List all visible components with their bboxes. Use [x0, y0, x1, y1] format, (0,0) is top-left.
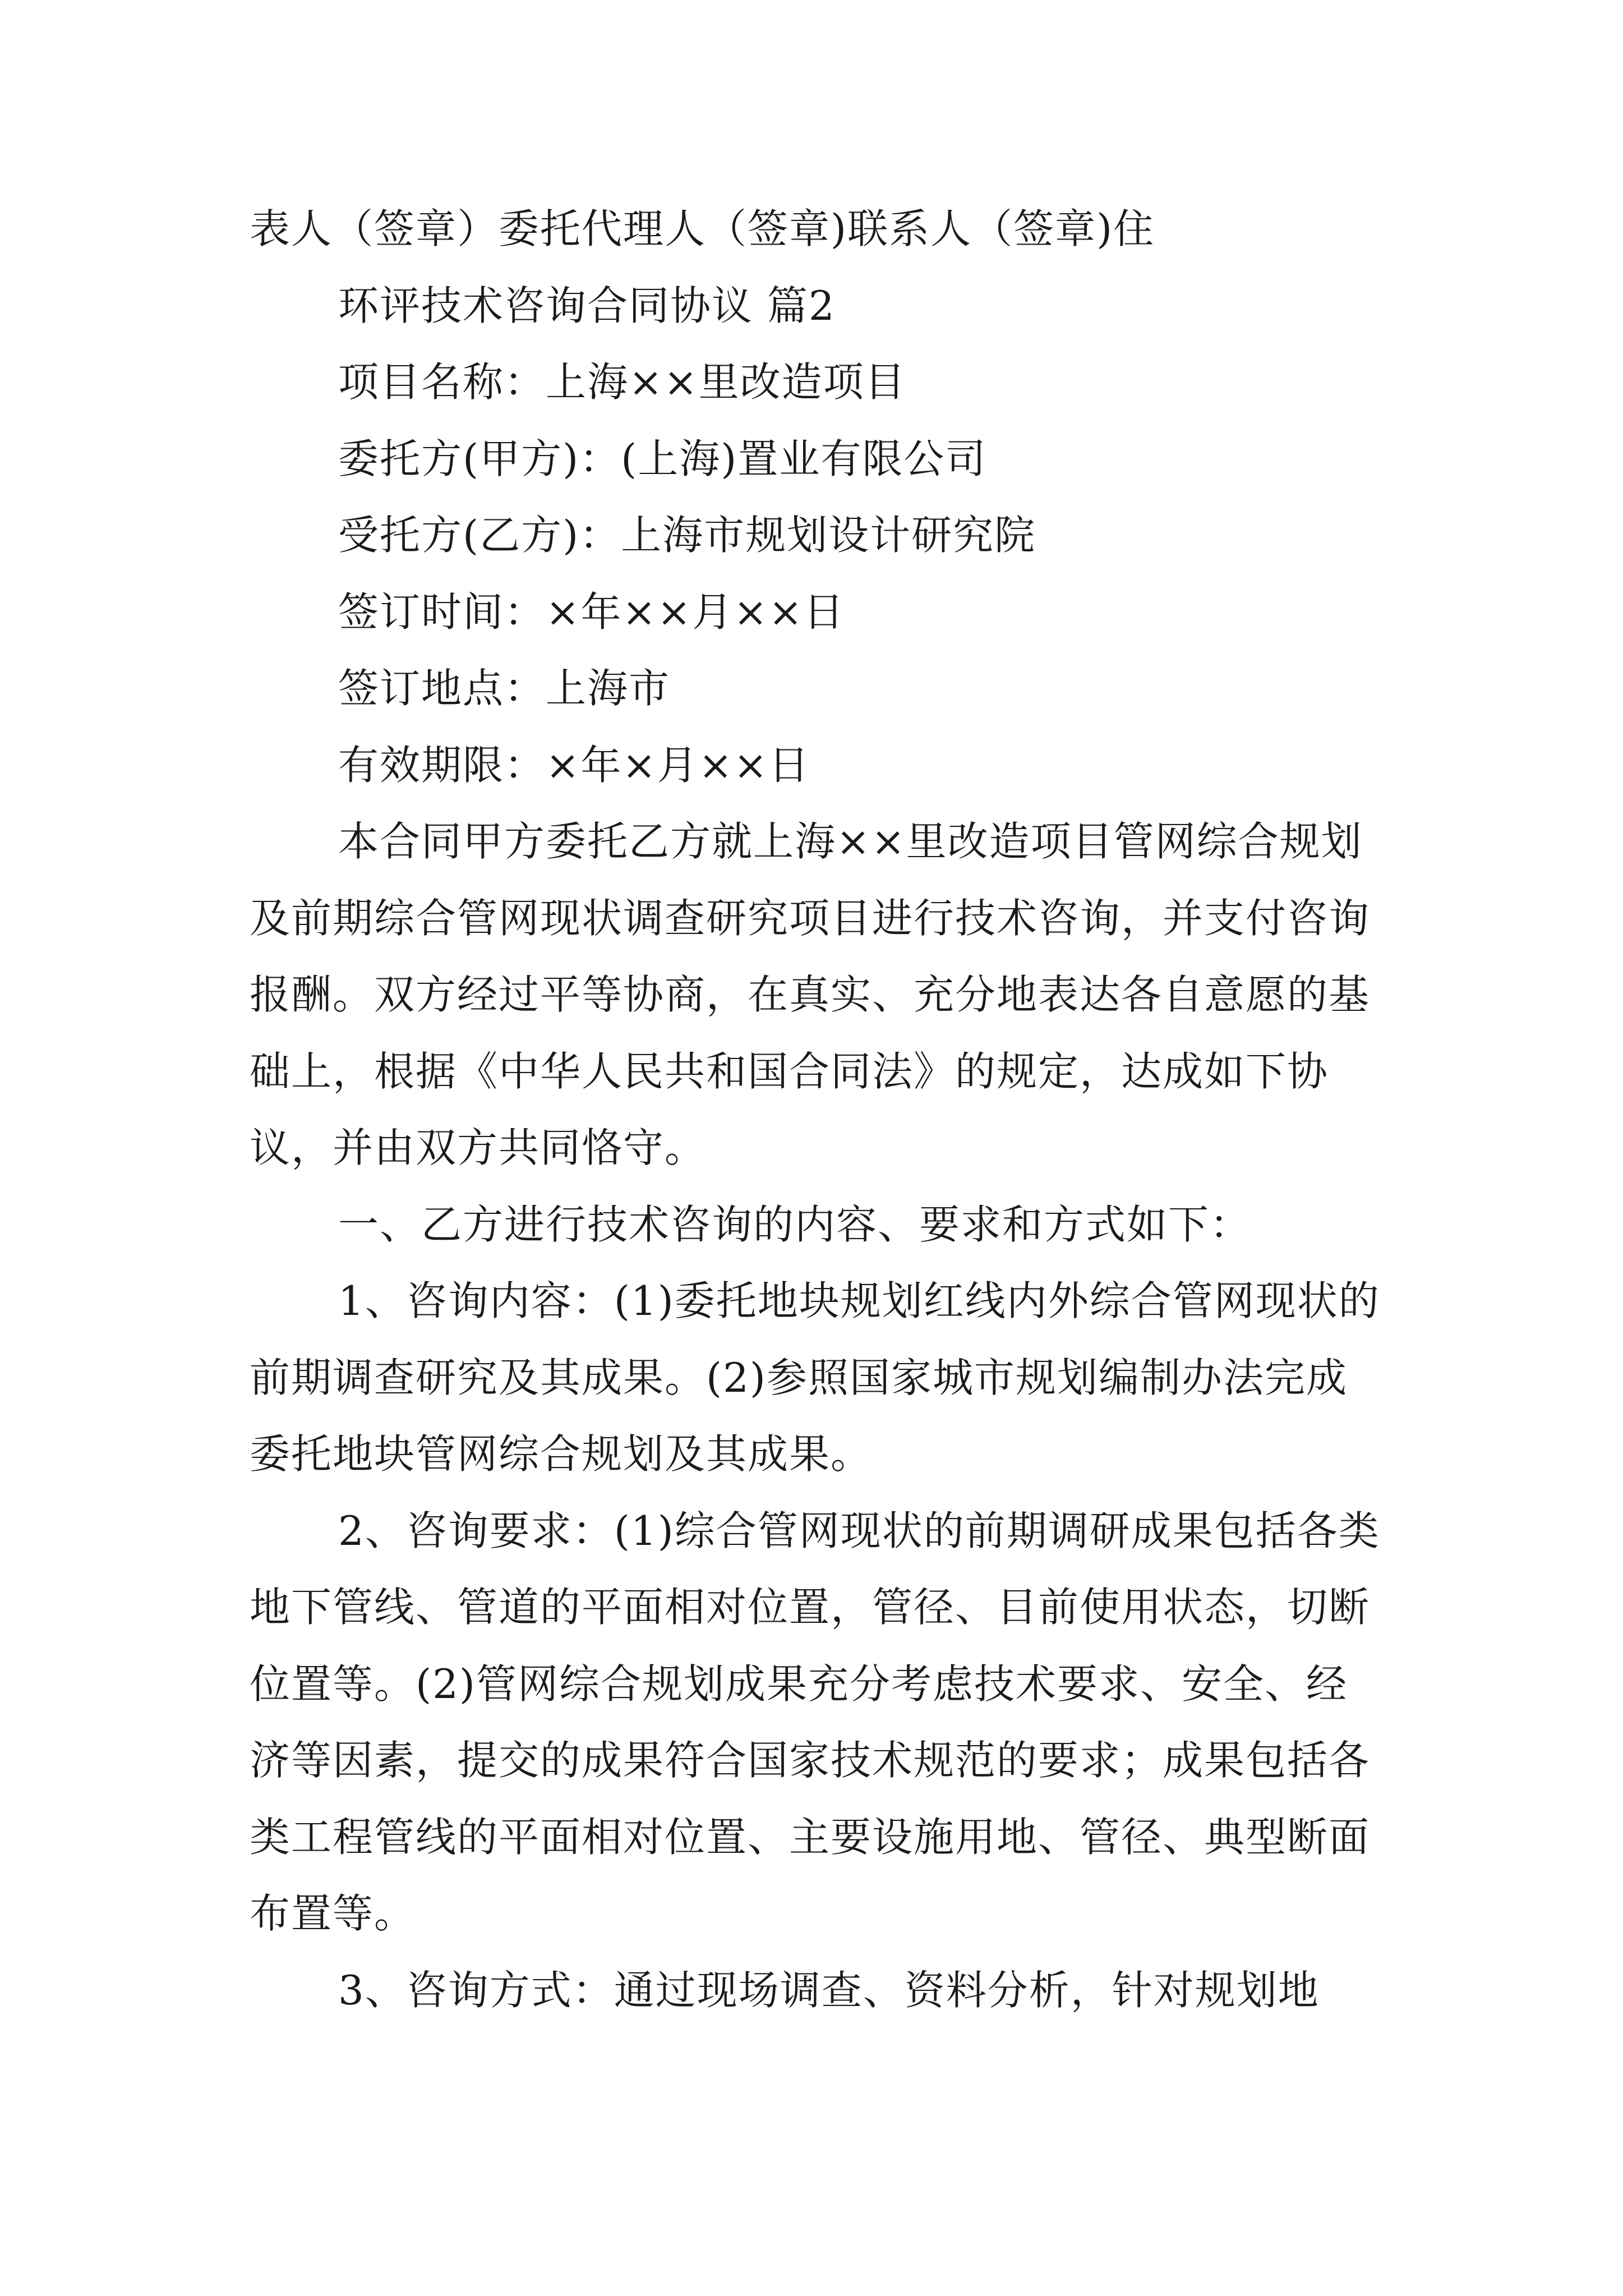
project-name: 项目名称：上海××里改造项目: [338, 358, 906, 406]
client-party-a: 委托方(甲方)：(上海)置业有限公司: [338, 435, 987, 482]
validity-period: 有效期限：×年×月××日: [338, 741, 810, 789]
paragraph-consult-requirements: 2、咨询要求：(1)综合管网现状的前期调研成果包括各类地下管线、管道的平面相对位置，管径、目前使用状态，切断位置等。(2)管网综合规划成果充分考虑技术要求、安全、经济等因素，提交的成果符合国家技术规范的要求；成果包括各类工程管线的平面相对位置、主要设施用地、管径、典型断面布置等。: [250, 1507, 1380, 1937]
paragraph-intro: 本合同甲方委托乙方就上海××里改造项目管网综合规划及前期综合管网现状调查研究项目进行技术咨询，并支付咨询报酬。双方经过平等协商，在真实、充分地表达各自意愿的基础上，根据《中华人民共和国合同法》的规定，达成如下协议，并由双方共同恪守。: [250, 818, 1371, 1171]
paragraph-consult-content: 1、咨询内容：(1)委托地块规划红线内外综合管网现状的前期调查研究及其成果。(2)参照国家城市规划编制办法完成委托地块管网综合规划及其成果。: [250, 1277, 1380, 1478]
document-body: [250, 191, 1388, 2028]
signing-date: 签订时间：×年××月××日: [338, 588, 845, 636]
paragraph-consult-method: 3、咨询方式：通过现场调查、资料分析，针对规划地: [338, 1966, 1320, 2014]
section-heading: 环评技术咨询合同协议 篇2: [338, 282, 836, 329]
signing-place: 签订地点：上海市: [338, 665, 671, 712]
paragraph-signature-line: 表人（签章）委托代理人（签章)联系人（签章)住: [250, 205, 1155, 252]
paragraph-clause-1: 一、乙方进行技术咨询的内容、要求和方式如下：: [338, 1200, 1252, 1248]
contractor-party-b: 受托方(乙方)：上海市规划设计研究院: [338, 512, 1036, 559]
